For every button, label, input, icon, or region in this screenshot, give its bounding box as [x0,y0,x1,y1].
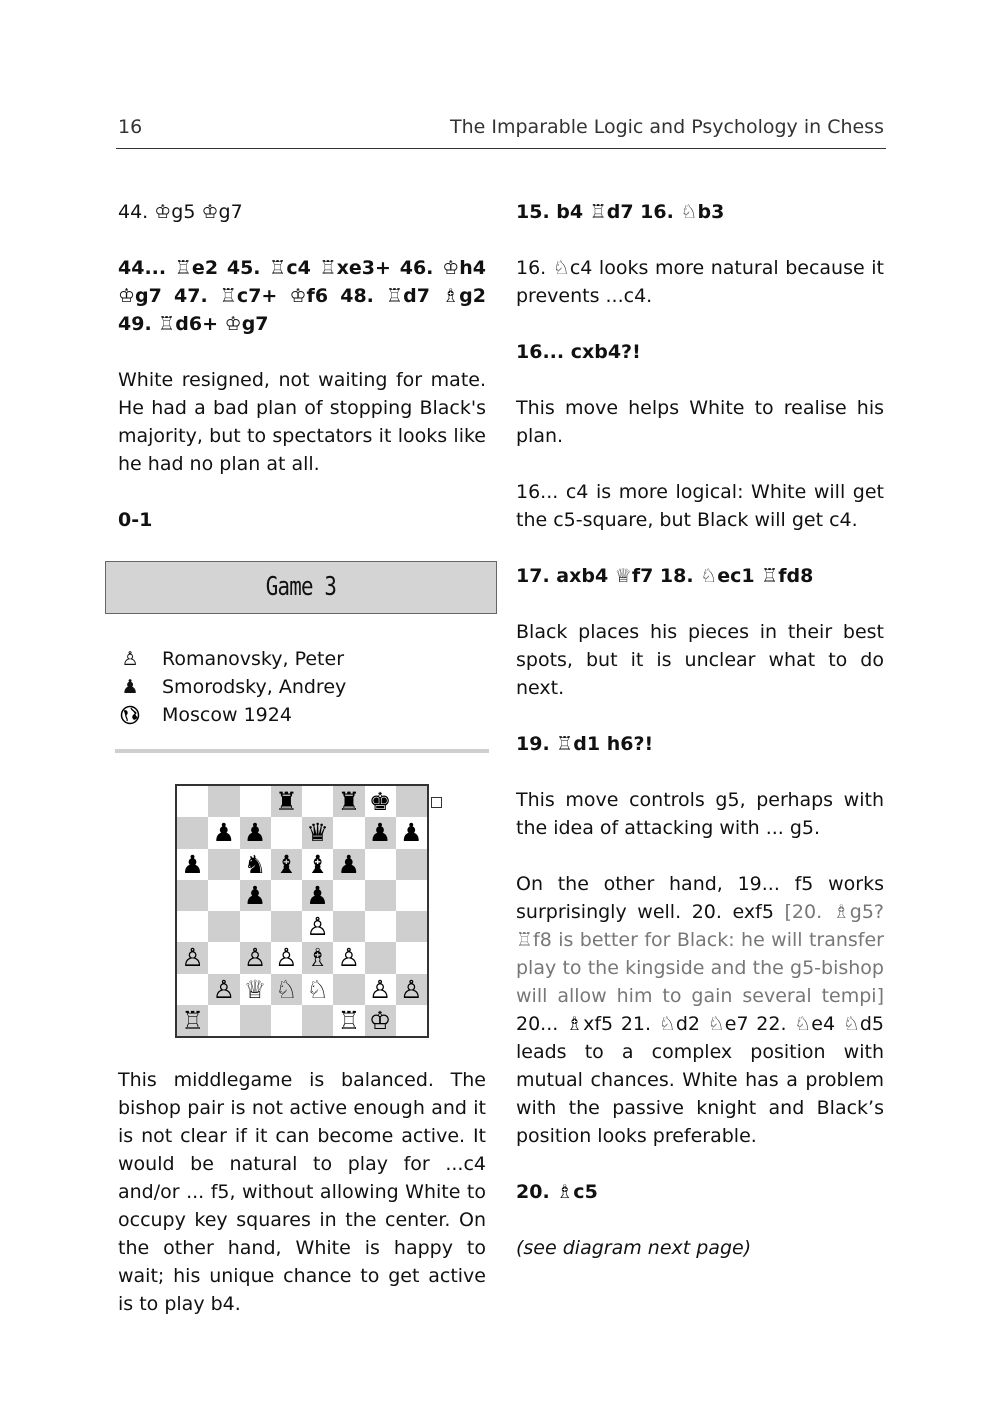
chess-piece-square: ♙ [208,974,239,1005]
chess-piece-square: ♟ [240,880,271,911]
chess-piece-square: ♟ [177,849,208,880]
chess-square [271,880,302,911]
chess-square [396,942,427,973]
chess-piece-square: ♟ [333,849,364,880]
chess-piece-square: ♚ [365,786,396,817]
chess-piece-square: ♟ [240,817,271,848]
paragraph-continuation: 20... ♗xf5 21. ♘d2 ♘e7 22. ♘e4 ♘d5 leads to a complex position with mutual chances. White has a problem with the passive knight and Black’s position looks preferable. [516,1013,884,1147]
chess-piece-square: ♗ [302,942,333,973]
page-number: 16 [118,116,143,138]
chess-square [396,911,427,942]
chess-square [302,786,333,817]
chess-piece-square: ♜ [271,786,302,817]
chess-piece-square: ♙ [271,942,302,973]
black-pawn-icon: ♟ [121,676,139,698]
chess-piece-square: ♙ [302,911,333,942]
chess-piece-square: ♖ [333,1005,364,1036]
chess-square [208,786,239,817]
chess-square [177,911,208,942]
chess-square [365,911,396,942]
side-to-move-marker [431,797,442,808]
move-line: 20. ♗c5 [516,1181,598,1203]
chess-piece-square: ♟ [302,880,333,911]
chess-piece-square: ♜ [333,786,364,817]
chess-square [396,786,427,817]
chess-square [271,911,302,942]
chess-square [333,817,364,848]
right-column [516,198,884,1290]
chess-square [208,880,239,911]
chess-piece-square: ♙ [333,942,364,973]
game-title-box [105,561,497,614]
chess-piece-square: ♕ [240,974,271,1005]
chess-piece-square: ♙ [177,942,208,973]
paragraph: White resigned, not waiting for mate. He had a bad plan of stopping Black's majority, but to spectators it looks like he had no plan at all. [118,369,486,475]
chess-square [208,942,239,973]
chess-piece-square: ♝ [271,849,302,880]
chess-square [271,817,302,848]
white-pawn-icon: ♙ [121,648,139,670]
divider [115,749,489,753]
paragraph: This move controls g5, perhaps with the idea of attacking with ... g5. [516,789,884,839]
chess-piece-square: ♟ [208,817,239,848]
move-line: 15. b4 ♖d7 16. ♘b3 [516,201,725,223]
move-line: 16... cxb4?! [516,341,641,363]
chess-piece-square: ♟ [396,817,427,848]
paragraph: This move helps White to realise his plan. [516,397,884,447]
chess-board [175,784,429,1038]
chess-square [208,849,239,880]
chess-piece-square: ♟ [365,817,396,848]
event-place: Moscow 1924 [162,704,292,726]
paragraph: 16. ♘c4 looks more natural because it prevents ...c4. [516,257,884,307]
game-result: 0-1 [118,509,153,531]
move-line: 44. ♔g5 ♔g7 [118,201,243,223]
chess-square [333,911,364,942]
globe-icon [118,701,142,733]
page-header [116,112,886,149]
chess-piece-square: ♛ [302,817,333,848]
variation-note: [20. ♗g5? ♖f8 is better for Black: he will transfer play to the kingside and the g5-bishop will allow him to gain several tempi] [516,901,884,1007]
paragraph-main: On the other hand, 19... f5 works surprisingly well. 20. exf5 [516,873,884,923]
chess-piece-square: ♙ [396,974,427,1005]
chess-square [396,880,427,911]
chess-square [240,1005,271,1036]
chess-piece-square: ♞ [240,849,271,880]
chess-piece-square: ♙ [365,974,396,1005]
chess-piece-square: ♝ [302,849,333,880]
chess-square [208,911,239,942]
chess-square [396,1005,427,1036]
chess-square [240,786,271,817]
chess-piece-square: ♘ [271,974,302,1005]
chess-square [365,849,396,880]
paragraph: 16... c4 is more logical: White will get the c5-square, but Black will get c4. [516,481,884,531]
chess-square [333,880,364,911]
chess-piece-square: ♘ [302,974,333,1005]
chess-square [396,849,427,880]
paragraph [516,870,884,1150]
chess-piece-square: ♔ [365,1005,396,1036]
move-line: 44... ♖e2 45. ♖c4 ♖xe3+ 46. ♔h4 ♔g7 47. ♖c7+ ♔f6 48. ♖d7 ♗g2 49. ♖d6+ ♔g7 [118,257,486,335]
chess-piece-square: ♙ [240,942,271,973]
left-column [118,198,486,562]
chess-square [365,880,396,911]
paragraph: Black places his pieces in their best spots, but it is unclear what to do next. [516,621,884,699]
chess-square [333,974,364,1005]
diagram-commentary: This middlegame is balanced. The bishop pair is not active enough and it is not clear if it can become active. It would be natural to play for ...c4 and/or ... f5, without allowing White to occupy key squares in the center. On the other hand, White is happy to wait; his unique chance to get active is to play b4. [118,1069,486,1315]
chess-square [208,1005,239,1036]
chess-square [365,942,396,973]
book-title: The Imparable Logic and Psychology in Chess [450,116,884,138]
chess-piece-square: ♖ [177,1005,208,1036]
chess-square [177,817,208,848]
move-line: 17. axb4 ♕f7 18. ♘ec1 ♖fd8 [516,565,814,587]
chess-square [177,786,208,817]
chess-square [271,1005,302,1036]
see-next-page-note: (see diagram next page) [516,1237,752,1259]
chess-square [177,880,208,911]
chess-square [240,911,271,942]
chess-square [177,974,208,1005]
game-title: Game 3 [265,572,337,602]
white-player-name: Romanovsky, Peter [162,648,345,670]
move-line: 19. ♖d1 h6?! [516,733,654,755]
black-player-name: Smorodsky, Andrey [162,676,347,698]
chess-square [302,1005,333,1036]
